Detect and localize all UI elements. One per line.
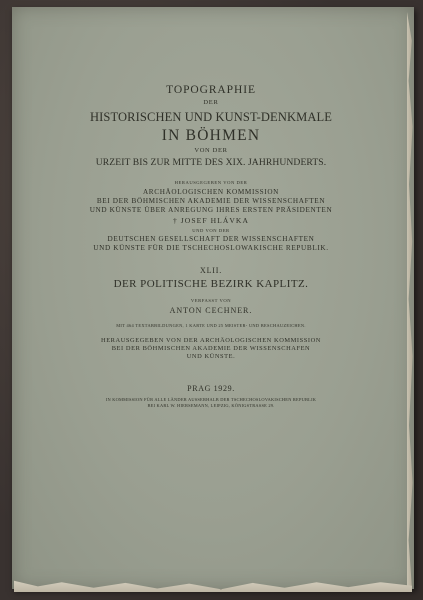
commission-sale-line1: IN KOMMISSION FÜR ALLE LÄNDER AUSSERHALB DER TSCHECHOSLOVAKISCHEN REPUBLIK — [105, 397, 317, 402]
place-year: PRAG 1929. — [187, 384, 235, 393]
volume-number: XLII. — [200, 266, 222, 275]
president-name: † JOSEF HLÁVKA — [172, 216, 250, 225]
commission-line1: ARCHÄOLOGISCHEN KOMMISSION — [142, 188, 280, 196]
der-text: DER — [203, 99, 219, 106]
herausgegeben-label: HERAUSGEGEBEN VON DER — [174, 180, 248, 185]
commission-sale-line2: BEI KARL W. HIERSEMANN, LEIPZIG, KÖNIGSTRASSE 29. — [147, 403, 275, 408]
author-name: ANTON CECHNER. — [169, 306, 253, 315]
period-text: URZEIT BIS ZUR MITTE DES XIX. JAHRHUNDERTS. — [95, 157, 327, 168]
society-line1: DEUTSCHEN GESELLSCHAFT DER WISSENSCHAFTEN — [107, 235, 315, 243]
commission-line2: BEI DER BÖHMISCHEN AKADEMIE DER WISSENSCHAFTEN — [96, 197, 326, 205]
von-der-text: VON DER — [194, 147, 228, 154]
cover-text-block — [30, 80, 392, 408]
society-line2: UND KÜNSTE FÜR DIE TSCHECHOSLOWAKISCHE REPUBLIK. — [93, 244, 329, 252]
publisher-line3: UND KÜNSTE. — [186, 353, 236, 360]
publisher-line1: HERAUSGEGEBEN VON DER ARCHÄOLOGISCHEN KOMMISSION — [101, 337, 321, 344]
commission-line3: UND KÜNSTE ÜBER ANREGUNG IHRES ERSTEN PRÄSIDENTEN — [89, 206, 333, 214]
series-title: TOPOGRAPHIE — [166, 84, 256, 96]
illustrations-note: MIT 464 TEXTABBILDUNGEN, 1 KARTE UND 25 MEISTER- UND BESCHAUZEICHEN. — [116, 323, 306, 328]
district-title: DER POLITISCHE BEZIRK KAPLITZ. — [113, 278, 309, 290]
main-title-line2: IN BÖHMEN — [161, 127, 261, 144]
verfasst-von-label: VERFASST VON — [190, 298, 232, 303]
main-title-line1: HISTORISCHEN UND KUNST-DENKMALE — [89, 110, 333, 124]
und-von-der-label: UND VON DER — [192, 228, 230, 233]
publisher-line2: BEI DER BÖHMISCHEN AKADEMIE DER WISSENSCHAFEN — [111, 345, 311, 352]
